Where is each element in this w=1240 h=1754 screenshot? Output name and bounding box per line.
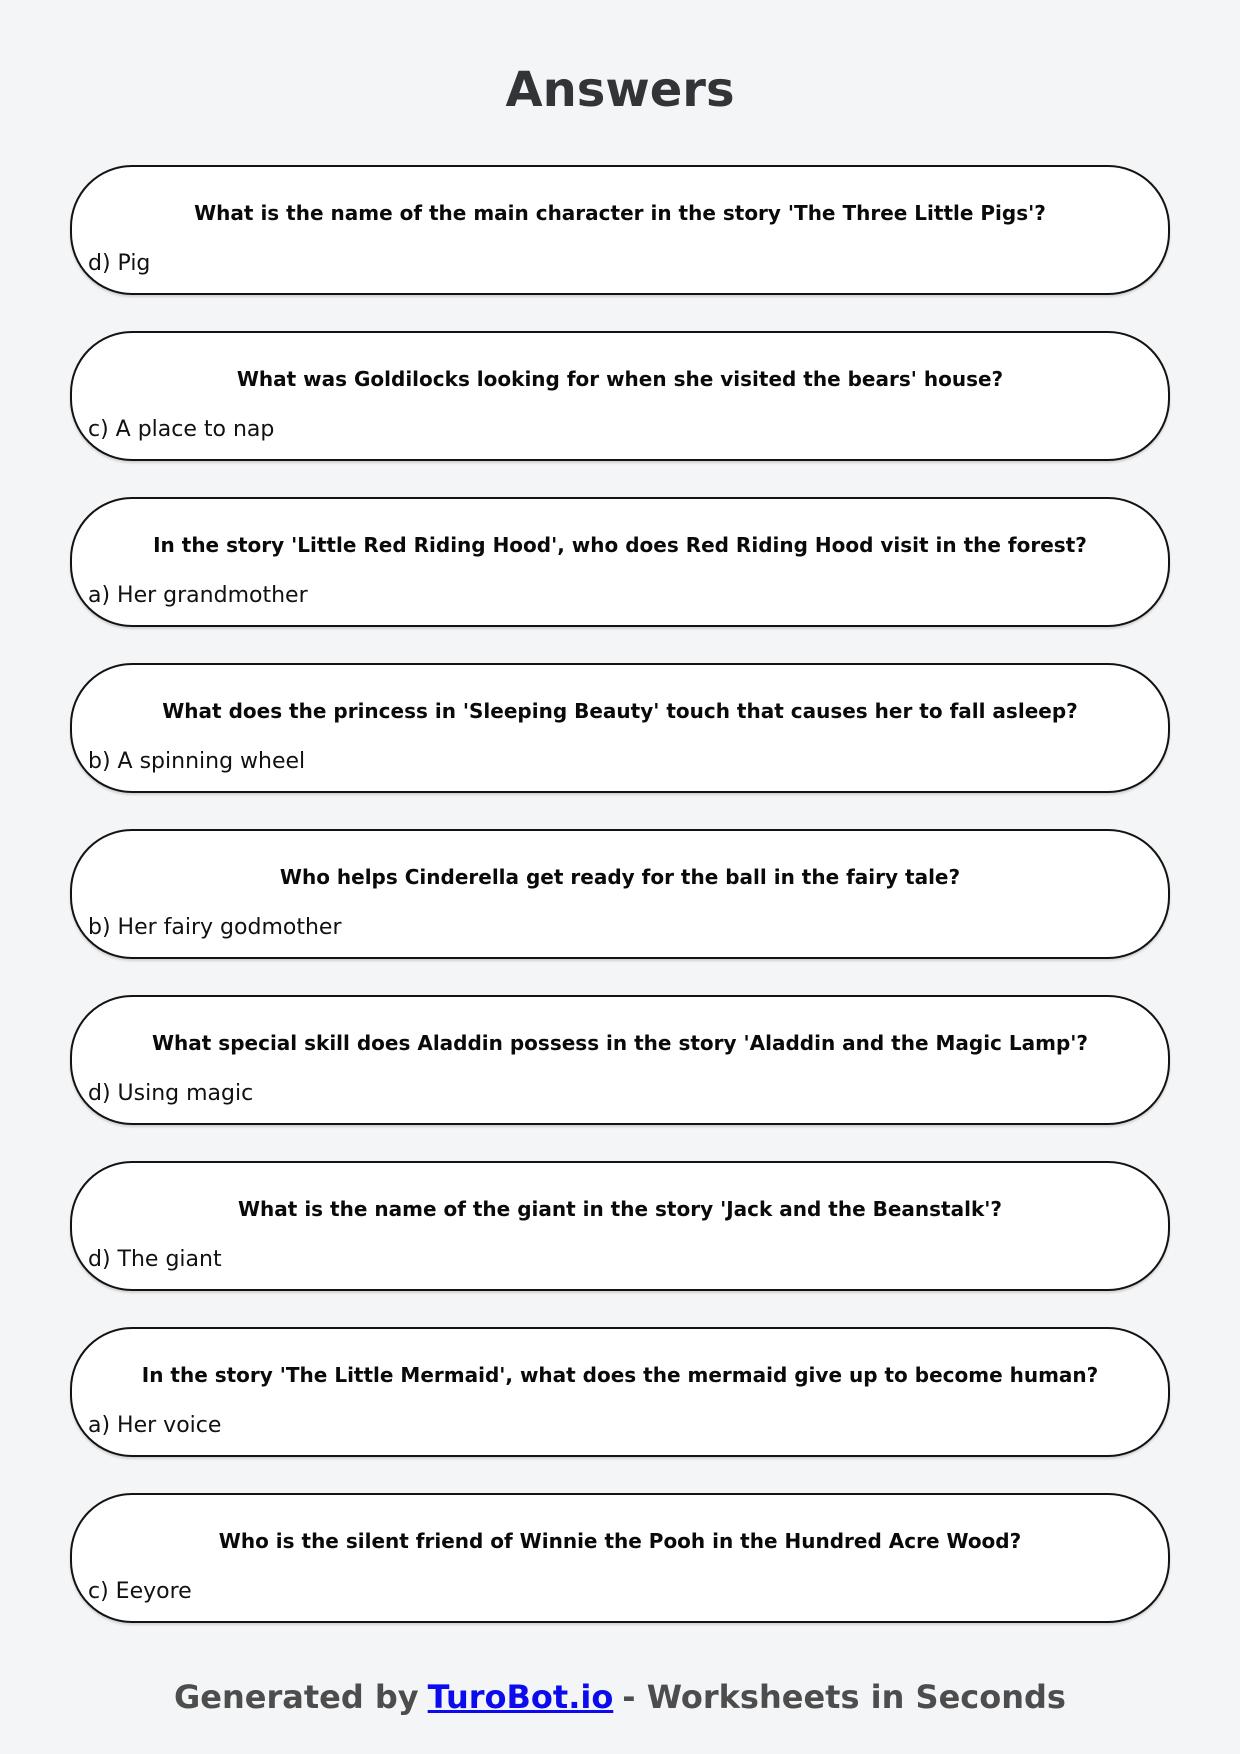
question-text: Who helps Cinderella get ready for the ball in the fairy tale? [279, 864, 961, 889]
question-text: What special skill does Aladdin possess in the story 'Aladdin and the Magic Lamp'? [151, 1030, 1088, 1055]
question-text: In the story 'Little Red Riding Hood', who does Red Riding Hood visit in the forest? [153, 532, 1087, 557]
answer-card [70, 165, 1170, 295]
footer [0, 1678, 1240, 1716]
answer-card [70, 497, 1170, 627]
answer-text: c) Eeyore [88, 1578, 192, 1604]
answer-card [70, 331, 1170, 461]
answer-text: d) The giant [88, 1246, 222, 1272]
answer-card [70, 1161, 1170, 1291]
answer-text: a) Her grandmother [88, 582, 308, 608]
answer-text: b) Her fairy godmother [88, 914, 342, 940]
answer-text: b) A spinning wheel [88, 748, 306, 774]
answer-card [70, 1493, 1170, 1623]
question-text: What is the name of the main character in the story 'The Three Little Pigs'? [194, 200, 1046, 225]
question-text: Who is the silent friend of Winnie the Pooh in the Hundred Acre Wood? [218, 1528, 1022, 1553]
answer-card [70, 663, 1170, 793]
question-text: What was Goldilocks looking for when she visited the bears' house? [236, 366, 1004, 391]
footer-prefix-text: Generated by [174, 1677, 419, 1716]
answer-card [70, 829, 1170, 959]
question-text: In the story 'The Little Mermaid', what does the mermaid give up to become human? [141, 1362, 1099, 1387]
answer-card-list [70, 165, 1170, 1623]
question-text: What is the name of the giant in the story 'Jack and the Beanstalk'? [238, 1196, 1002, 1221]
answer-card [70, 995, 1170, 1125]
answer-text: c) A place to nap [88, 416, 275, 442]
page-title: Answers [505, 62, 735, 118]
question-text: What does the princess in 'Sleeping Beauty' touch that causes her to fall asleep? [162, 698, 1078, 723]
footer-suffix-text: - Worksheets in Seconds [622, 1677, 1066, 1716]
answer-text: a) Her voice [88, 1412, 222, 1438]
answer-text: d) Pig [88, 250, 151, 276]
answer-card [70, 1327, 1170, 1457]
turobot-link[interactable]: TuroBot.io [427, 1677, 614, 1716]
answer-text: d) Using magic [88, 1080, 254, 1106]
